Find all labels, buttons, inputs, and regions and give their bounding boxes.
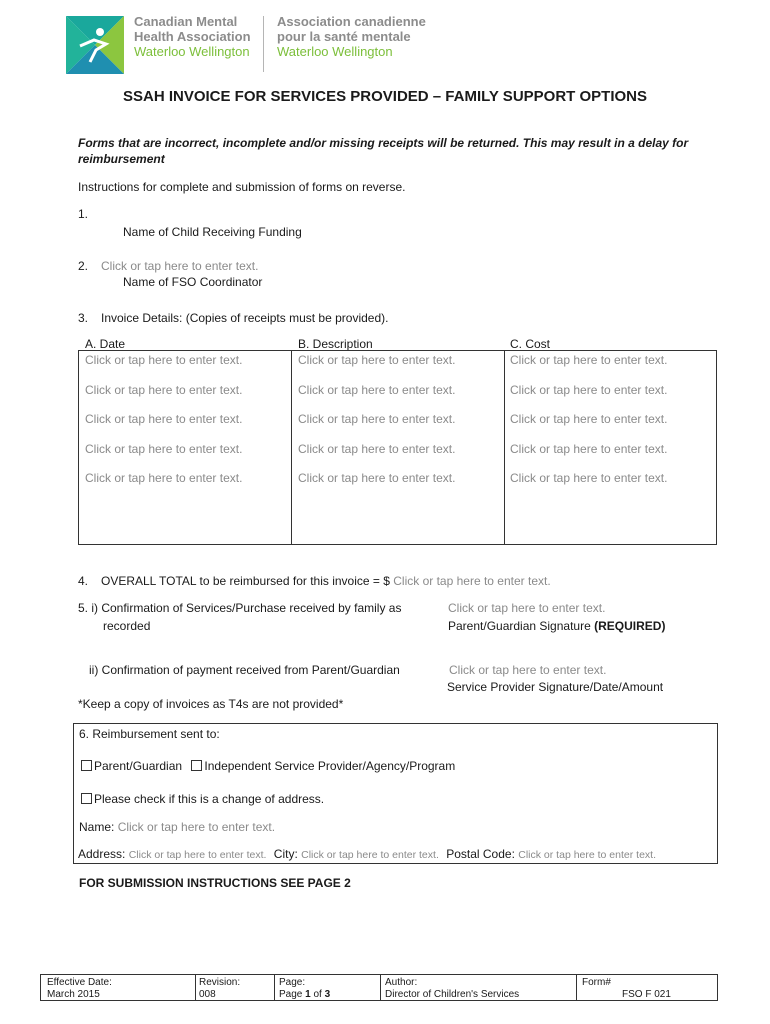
column-divider <box>291 351 292 544</box>
page-total: 3 <box>324 989 331 1000</box>
logo-fr-line: Association canadienne <box>277 14 426 29</box>
revision-cell <box>199 977 240 1001</box>
warning-note: Forms that are incorrect, incomplete and/or missing receipts will be returned. This may result in a delay for reimbursement <box>78 136 689 166</box>
item-4-number: 4. <box>78 574 89 588</box>
effective-date-value: March 2015 <box>47 989 100 1000</box>
confirmation-services-label-cont: recorded <box>103 619 151 633</box>
item-1-number: 1. <box>78 207 89 221</box>
invoice-date-field[interactable]: Click or tap here to enter text. <box>85 412 243 427</box>
change-address-label: Please check if this is a change of address. <box>94 792 325 806</box>
page-of: of <box>313 989 322 1000</box>
name-label: Name: <box>79 820 115 834</box>
col-header-description: B. Description <box>298 337 373 351</box>
invoice-description-field[interactable]: Click or tap here to enter text. <box>298 471 456 486</box>
provider-signature-caption: Service Provider Signature/Date/Amount <box>447 680 664 694</box>
page-cell <box>279 977 330 1001</box>
provider-checkbox[interactable] <box>191 760 202 771</box>
city-field[interactable]: Click or tap here to enter text. <box>301 849 439 861</box>
parent-signature-field[interactable]: Click or tap here to enter text. <box>448 601 606 615</box>
fso-coordinator-caption: Name of FSO Coordinator <box>123 275 263 289</box>
parent-signature-text: Parent/Guardian Signature <box>448 619 591 633</box>
invoice-description-field[interactable]: Click or tap here to enter text. <box>298 441 456 456</box>
parent-guardian-label: Parent/Guardian <box>94 759 183 773</box>
footer-divider <box>380 975 381 1000</box>
author-cell <box>385 977 519 1001</box>
page-word: Page <box>279 989 303 1000</box>
cmha-logo-icon <box>66 16 124 74</box>
invoice-description-field[interactable]: Click or tap here to enter text. <box>298 382 456 397</box>
change-address-option <box>81 792 324 806</box>
form-number-value: FSO F 021 <box>622 989 671 1000</box>
name-field[interactable]: Click or tap here to enter text. <box>117 820 276 834</box>
logo-en-line: Health Association <box>134 29 251 44</box>
logo-text-english <box>134 14 251 59</box>
invoice-description-field[interactable]: Click or tap here to enter text. <box>298 412 456 427</box>
author-label: Author: <box>385 977 418 988</box>
footer-divider <box>274 975 275 1000</box>
fso-coordinator-field[interactable]: Click or tap here to enter text. <box>101 259 259 273</box>
provider-signature-field[interactable]: Click or tap here to enter text. <box>449 663 607 677</box>
revision-value: 008 <box>199 989 216 1000</box>
footer-table <box>40 974 718 1001</box>
city-label: City: <box>273 847 298 861</box>
logo-en-line: Canadian Mental <box>134 14 238 29</box>
page-label: Page: <box>279 977 306 988</box>
submission-instructions-note: FOR SUBMISSION INSTRUCTIONS SEE PAGE 2 <box>79 876 351 890</box>
logo-fr-line: pour la santé mentale <box>277 29 411 44</box>
footer-divider <box>576 975 577 1000</box>
col-header-date: A. Date <box>85 337 126 351</box>
address-field[interactable]: Click or tap here to enter text. <box>128 849 267 861</box>
reimbursement-options <box>81 759 455 773</box>
provider-label: Independent Service Provider/Agency/Program <box>204 759 456 773</box>
author-value: Director of Children's Services <box>385 989 520 1000</box>
item-3-number: 3. <box>78 311 89 325</box>
invoice-description-field[interactable]: Click or tap here to enter text. <box>298 353 456 367</box>
postal-code-label: Postal Code: <box>446 847 515 861</box>
parent-signature-caption <box>448 619 665 633</box>
invoice-date-field[interactable]: Click or tap here to enter text. <box>85 382 243 397</box>
invoice-cost-field[interactable]: Click or tap here to enter text. <box>510 412 668 427</box>
invoice-details-label: Invoice Details: (Copies of receipts must be provided). <box>101 311 389 325</box>
revision-label: Revision: <box>199 977 241 988</box>
change-address-checkbox[interactable] <box>81 793 92 804</box>
overall-total-text: OVERALL TOTAL to be reimbursed for this invoice = $ <box>101 574 390 588</box>
invoice-cost-field[interactable]: Click or tap here to enter text. <box>510 353 668 367</box>
page-current: 1 <box>305 989 311 1000</box>
child-name-caption: Name of Child Receiving Funding <box>123 225 302 239</box>
footer-divider <box>195 975 196 1000</box>
required-marker: (REQUIRED) <box>594 619 666 633</box>
invoice-cost-field[interactable]: Click or tap here to enter text. <box>510 471 668 486</box>
parent-guardian-checkbox[interactable] <box>81 760 92 771</box>
instructions-text: Instructions for complete and submission of forms on reverse. <box>78 180 406 194</box>
invoice-cost-field[interactable]: Click or tap here to enter text. <box>510 382 668 397</box>
page-value <box>279 989 330 1001</box>
invoice-date-field[interactable]: Click or tap here to enter text. <box>85 353 243 367</box>
name-row <box>79 820 275 834</box>
postal-code-field[interactable]: Click or tap here to enter text. <box>518 849 656 861</box>
address-label: Address: <box>78 847 126 861</box>
overall-total-field[interactable]: Click or tap here to enter text. <box>393 574 551 588</box>
overall-total-label <box>101 574 551 588</box>
form-title: SSAH INVOICE FOR SERVICES PROVIDED – FAMILY SUPPORT OPTIONS <box>123 88 647 105</box>
invoice-date-field[interactable]: Click or tap here to enter text. <box>85 471 243 486</box>
confirmation-payment-label: ii) Confirmation of payment received from Parent/Guardian <box>89 663 400 677</box>
item-2-number: 2. <box>78 259 89 273</box>
invoice-date-field[interactable]: Click or tap here to enter text. <box>85 441 243 456</box>
effective-date-label: Effective Date: <box>47 977 112 988</box>
reimbursement-heading: 6. Reimbursement sent to: <box>79 727 220 741</box>
logo-en-subtitle: Waterloo Wellington <box>134 44 250 59</box>
invoice-cost-field[interactable]: Click or tap here to enter text. <box>510 441 668 456</box>
address-row <box>78 847 656 861</box>
form-number-label: Form# <box>582 977 611 988</box>
col-header-cost: C. Cost <box>510 337 551 351</box>
confirmation-services-label: 5. i) Confirmation of Services/Purchase received by family as <box>78 601 402 615</box>
t4-note: *Keep a copy of invoices as T4s are not provided* <box>78 697 344 711</box>
logo-fr-subtitle: Waterloo Wellington <box>277 44 393 59</box>
column-divider <box>504 351 505 544</box>
effective-date-cell <box>47 977 112 1001</box>
logo-text-french <box>277 14 426 59</box>
logo-divider <box>263 16 264 72</box>
